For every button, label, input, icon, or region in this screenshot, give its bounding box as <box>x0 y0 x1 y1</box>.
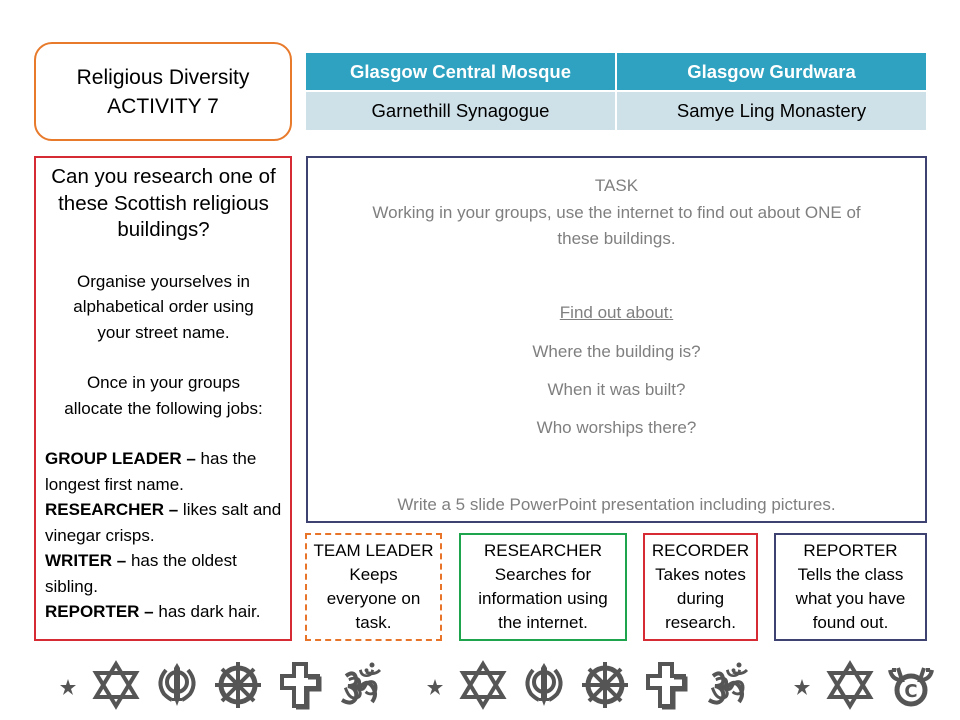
role-line: information using <box>478 589 608 608</box>
task-intro-line-1: Working in your groups, use the internet to find out about ONE of <box>372 203 861 222</box>
allocate-text <box>45 370 282 421</box>
role-title: RECORDER <box>651 541 750 560</box>
task-question: When it was built? <box>547 380 686 399</box>
role-line: everyone on <box>326 589 421 608</box>
buildings-table <box>306 53 926 130</box>
job-role: WRITER – <box>45 551 127 570</box>
star-of-david-icon <box>823 658 877 712</box>
organise-text <box>45 269 282 346</box>
task-intro-line-2: these buildings. <box>557 229 676 248</box>
role-line: during <box>676 589 725 608</box>
role-card-reporter <box>774 533 927 641</box>
role-line: research. <box>665 613 736 632</box>
find-out-heading: Find out about: <box>559 303 674 322</box>
cross-icon <box>639 658 693 712</box>
organise-line: Organise yourselves in <box>77 271 250 291</box>
question-line: Can you research one of <box>51 165 276 188</box>
instructions-box <box>34 156 292 641</box>
allocate-line: allocate the following jobs: <box>64 398 263 418</box>
khanda-icon <box>517 658 571 712</box>
role-line: the internet. <box>498 613 588 632</box>
role-line: Tells the class <box>797 565 904 584</box>
job-desc: has dark hair. <box>153 602 261 621</box>
job-desc: has the longest first name. <box>45 449 257 494</box>
title-line-2: ACTIVITY 7 <box>107 94 219 118</box>
dharma-wheel-icon <box>578 658 632 712</box>
task-question: Who worships there? <box>536 418 697 437</box>
building-cell: Samye Ling Monastery <box>616 91 926 130</box>
task-question: Where the building is? <box>532 342 701 361</box>
om-icon <box>334 658 388 712</box>
crescent-star-icon <box>395 658 449 712</box>
role-card-researcher <box>459 533 627 641</box>
organise-line: your street name. <box>97 322 230 342</box>
role-card-team-leader <box>305 533 442 641</box>
khanda-icon <box>150 658 204 712</box>
job-role: GROUP LEADER – <box>45 449 196 468</box>
job-item <box>45 548 282 599</box>
role-line: Searches for <box>494 565 592 584</box>
om-icon <box>701 658 755 712</box>
question-line: these Scottish religious <box>58 191 269 215</box>
role-line: Keeps <box>349 565 398 584</box>
job-item <box>45 599 282 625</box>
table-row <box>306 91 926 130</box>
question-line: buildings? <box>117 218 210 241</box>
role-title: RESEARCHER <box>483 541 603 560</box>
task-box <box>306 156 927 523</box>
role-card-recorder <box>643 533 758 641</box>
building-cell: Glasgow Gurdwara <box>616 53 926 91</box>
star-of-david-icon <box>89 658 143 712</box>
dharma-wheel-icon <box>211 658 265 712</box>
job-item <box>45 446 282 497</box>
table-row <box>306 53 926 91</box>
crescent-star-icon <box>28 658 82 712</box>
star-of-david-icon <box>456 658 510 712</box>
cross-icon <box>273 658 327 712</box>
crescent-star-icon <box>762 658 816 712</box>
job-item <box>45 497 282 548</box>
job-role: REPORTER – <box>45 602 154 621</box>
job-desc: has the oldest sibling. <box>45 551 237 596</box>
role-line: Takes notes <box>655 565 746 584</box>
task-instruction: Write a 5 slide PowerPoint presentation including pictures. <box>397 495 836 514</box>
job-desc: likes salt and vinegar crisps. <box>45 500 282 545</box>
job-list <box>45 446 282 625</box>
religious-symbols-strip <box>28 655 938 715</box>
humanist-icon <box>884 658 938 712</box>
role-line: task. <box>355 613 392 632</box>
role-line: found out. <box>812 613 889 632</box>
task-heading: TASK <box>594 176 639 195</box>
role-title: TEAM LEADER <box>313 541 434 560</box>
role-title: REPORTER <box>803 541 898 560</box>
role-line: what you have <box>795 589 906 608</box>
research-question <box>45 164 282 244</box>
job-role: RESEARCHER – <box>45 500 179 519</box>
allocate-line: Once in your groups <box>86 373 241 392</box>
title-box <box>34 42 292 141</box>
building-cell: Garnethill Synagogue <box>306 91 616 130</box>
building-cell: Glasgow Central Mosque <box>306 53 616 91</box>
title-line-1: Religious Diversity <box>76 65 250 89</box>
organise-line: alphabetical order using <box>73 297 254 316</box>
